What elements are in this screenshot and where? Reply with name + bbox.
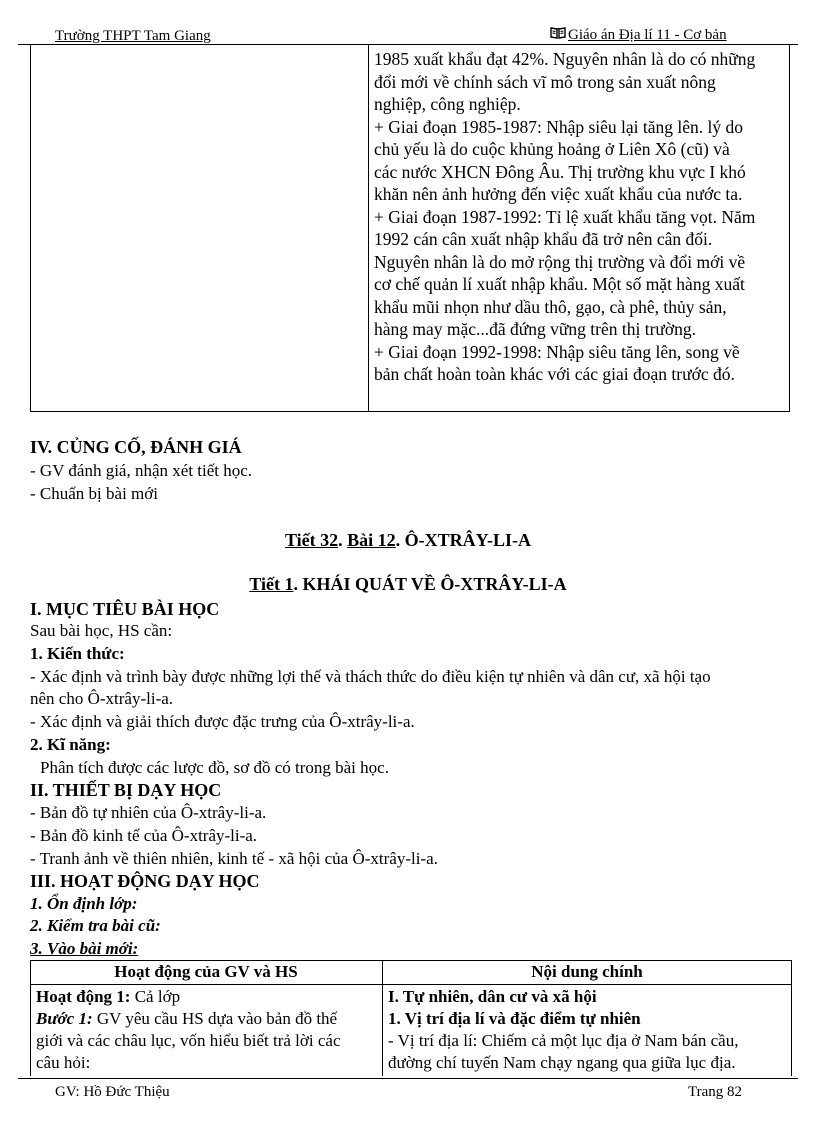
lesson-period: Tiết 32 (284, 530, 339, 550)
col-header-content: Nội dung chính (531, 962, 643, 981)
cell-line: đổi mới về chính sách vĩ mô trong sản xuất nông (374, 71, 716, 92)
sub-period: Tiết 1 (249, 574, 294, 594)
equipment-item: - Bản đồ tự nhiên của Ô-xtrây-li-a. (30, 803, 267, 822)
activity-line: giới và các châu lục, vốn hiểu biết trả lời các (36, 1031, 341, 1050)
footer-rule (18, 1078, 798, 1079)
continuation-table-divider (368, 44, 369, 412)
activity-line: câu hỏi: (36, 1053, 91, 1072)
skills-title: 2. Kĩ năng: (30, 735, 111, 754)
activity-label: Hoạt động 1: (36, 987, 131, 1006)
content-heading-2: 1. Vị trí địa lí và đặc điểm tự nhiên (388, 1009, 641, 1028)
cell-line: + Giai đoạn 1985-1987: Nhập siêu lại tăng lên. lý do (374, 116, 744, 137)
equipment-item: - Tranh ảnh về thiên nhiên, kinh tế - xã hội của Ô-xtrây-li-a. (30, 849, 438, 868)
activity-mode: Cả lớp (130, 987, 181, 1006)
header-subject: Giáo án Địa lí 11 - Cơ bản (568, 26, 727, 43)
knowledge-line: - Xác định và giải thích được đặc trưng của Ô-xtrây-li-a. (30, 712, 415, 731)
lesson-number: Bài 12 (347, 530, 396, 550)
cell-line: + Giai đoạn 1992-1998: Nhập siêu tăng lên, song về (374, 341, 740, 362)
lesson-sep: . (338, 530, 348, 550)
footer-author: GV: Hồ Đức Thiệu (55, 1084, 170, 1100)
knowledge-line: nên cho Ô-xtrây-li-a. (30, 689, 174, 708)
cell-line: Nguyên nhân là do mở rộng thị trường và đổi mới về (374, 251, 746, 272)
step-text: GV yêu cầu HS dựa vào bản đồ thế (92, 1009, 338, 1028)
knowledge-title: 1. Kiến thức: (30, 644, 125, 663)
cell-line: khẩu mũi nhọn như dầu thô, gạo, cà phê, thủy sản, (374, 296, 727, 317)
content-cell (388, 986, 788, 1074)
header-subject-block (550, 26, 727, 44)
skills-line: Phân tích được các lược đồ, sơ đồ có trong bài học. (40, 758, 389, 777)
cell-line: hàng may mặc...đã đứng vững trên thị trường. (374, 319, 697, 339)
section1-title: I. MỤC TIÊU BÀI HỌC (30, 599, 220, 619)
section4-item: - GV đánh giá, nhận xét tiết học. (30, 461, 253, 480)
sub-title (0, 574, 816, 595)
col-header-activity: Hoạt động của GV và HS (114, 962, 298, 981)
cell-line: 1992 cán cân xuất nhập khẩu đã trở nên cân đối. (374, 229, 713, 249)
section4-item: - Chuẩn bị bài mới (30, 484, 158, 503)
lesson-name: . Ô-XTRÂY-LI-A (395, 530, 532, 550)
section4-title: IV. CỦNG CỐ, ĐÁNH GIÁ (30, 437, 242, 457)
content-heading-1: I. Tự nhiên, dân cư và xã hội (388, 987, 597, 1006)
sub-name: . KHÁI QUÁT VỀ Ô-XTRÂY-LI-A (293, 574, 567, 594)
continuation-cell (374, 48, 786, 386)
book-icon (550, 26, 566, 44)
cell-line: các nước XHCN Đông Âu. Thị trường khu vực I khó (374, 161, 746, 182)
section3-title: III. HOẠT ĐỘNG DẠY HỌC (30, 871, 260, 891)
section1-intro: Sau bài học, HS cần: (30, 621, 173, 640)
content-line: - Vị trí địa lí: Chiếm cả một lục địa ở Nam bán cầu, (388, 1031, 739, 1050)
cell-line: bản chất hoàn toàn khác với các giai đoạn trước đó. (374, 364, 735, 384)
equipment-item: - Bản đồ kinh tế của Ô-xtrây-li-a. (30, 826, 258, 845)
activity-cell (36, 986, 378, 1074)
cell-line: cơ chế quản lí xuất nhập khẩu. Một số mặt hàng xuất (374, 274, 745, 294)
cell-line: khăn nên ảnh hưởng đến việc xuất khẩu của nước ta. (374, 184, 743, 204)
cell-line: nghiệp, công nghiệp. (374, 94, 521, 114)
section2-title: II. THIẾT BỊ DẠY HỌC (30, 780, 222, 800)
step-3: 3. Vào bài mới: (30, 939, 139, 958)
activity-table-header-rule (30, 984, 792, 985)
header-school: Trường THPT Tam Giang (55, 28, 211, 44)
cell-line: chủ yếu là do cuộc khủng hoảng ở Liên Xô (cũ) và (374, 139, 730, 159)
content-line: đường chí tuyến Nam chạy ngang qua giữa lục địa. (388, 1053, 736, 1072)
cell-line: 1985 xuất khẩu đạt 42%. Nguyên nhân là do có những (374, 49, 756, 69)
knowledge-line: - Xác định và trình bày được những lợi thế và thách thức do điều kiện tự nhiên và dân cư, xã hội tạo (30, 667, 711, 686)
step-label: Bước 1: (36, 1009, 93, 1028)
cell-line: + Giai đoạn 1987-1992: Tỉ lệ xuất khẩu tăng vọt. Năm (374, 206, 756, 227)
step-2: 2. Kiểm tra bài cũ: (30, 916, 161, 935)
step-1: 1. Ổn định lớp: (30, 894, 138, 913)
footer-page: Trang 82 (688, 1084, 743, 1100)
lesson-title (0, 530, 816, 551)
